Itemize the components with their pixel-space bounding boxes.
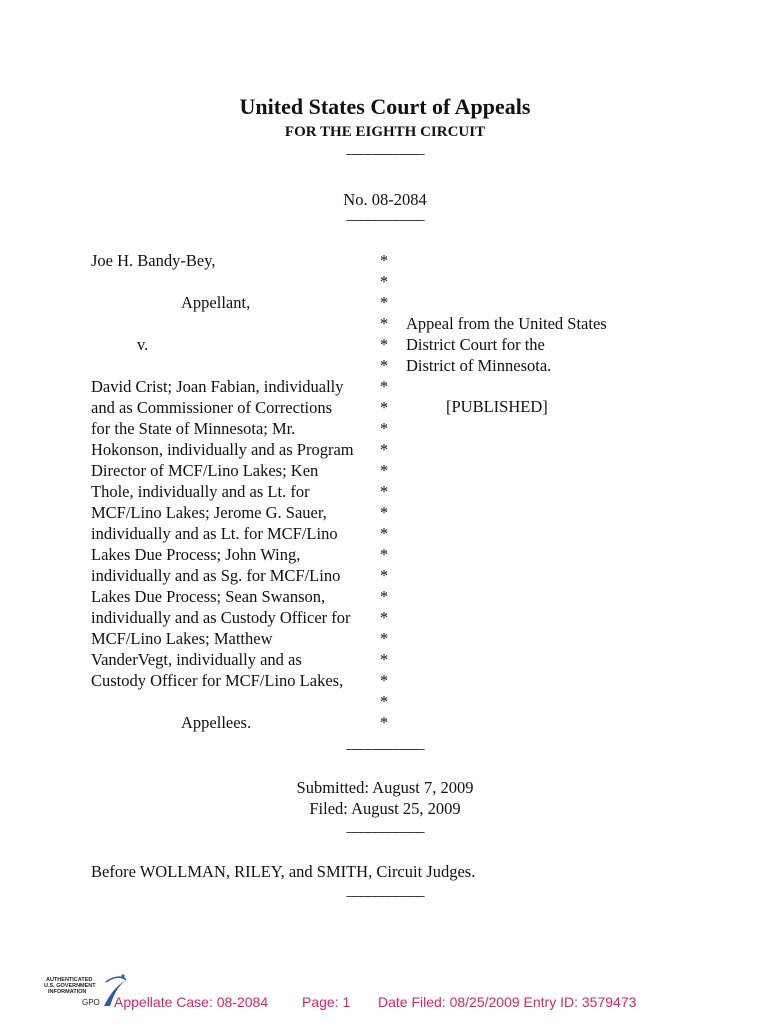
caption-party-line: Thole, individually and as Lt. for bbox=[91, 482, 310, 501]
caption-star: * bbox=[379, 398, 389, 417]
caption-star: * bbox=[379, 314, 389, 333]
divider-rule: ___________ bbox=[346, 206, 424, 223]
published-label: [PUBLISHED] bbox=[446, 397, 548, 416]
caption-party-line bbox=[91, 313, 391, 334]
caption-star: * bbox=[379, 692, 389, 711]
filed-date: Filed: August 25, 2009 bbox=[309, 799, 461, 818]
caption-party-line: MCF/Lino Lakes; Matthew bbox=[91, 629, 273, 648]
caption-party-line: and as Commissioner of Corrections bbox=[91, 398, 333, 417]
caption-party-line: individually and as Sg. for MCF/Lino bbox=[91, 566, 341, 585]
appeal-origin bbox=[406, 313, 607, 376]
panel-judges: Before WOLLMAN, RILEY, and SMITH, Circuit Judges. bbox=[91, 862, 476, 881]
caption-party-line: Joe H. Bandy-Bey, bbox=[91, 251, 216, 270]
caption-party-line: individually and as Custody Officer for bbox=[91, 608, 351, 627]
submitted-date: Submitted: August 7, 2009 bbox=[296, 778, 474, 797]
svg-text:GPO: GPO bbox=[82, 998, 100, 1007]
caption-party-line bbox=[91, 691, 391, 712]
circuit-name: FOR THE EIGHTH CIRCUIT bbox=[284, 124, 486, 140]
appeal-origin-line: Appeal from the United States bbox=[406, 314, 607, 333]
caption-star: * bbox=[379, 356, 389, 375]
caption-party-line: Appellant, bbox=[181, 293, 251, 312]
case-caption-parties bbox=[91, 250, 391, 733]
caption-party-line: Lakes Due Process; John Wing, bbox=[91, 545, 301, 564]
caption-star: * bbox=[379, 545, 389, 564]
caption-star: * bbox=[379, 713, 389, 732]
caption-star: * bbox=[379, 629, 389, 648]
caption-party-line: Appellees. bbox=[181, 713, 252, 732]
caption-party-line: v. bbox=[137, 335, 149, 354]
divider-rule: ___________ bbox=[346, 818, 424, 835]
caption-star: * bbox=[379, 503, 389, 522]
caption-star: * bbox=[379, 566, 389, 585]
caption-party-line bbox=[91, 271, 391, 292]
divider-rule: ___________ bbox=[346, 140, 424, 157]
caption-party-line: individually and as Lt. for MCF/Lino bbox=[91, 524, 338, 543]
caption-star: * bbox=[379, 335, 389, 354]
caption-party-line: David Crist; Joan Fabian, individually bbox=[91, 377, 344, 396]
caption-star: * bbox=[379, 587, 389, 606]
caption-star: * bbox=[379, 251, 389, 270]
caption-star: * bbox=[379, 272, 389, 291]
appeal-origin-line: District of Minnesota. bbox=[406, 356, 552, 375]
caption-star-column bbox=[377, 250, 391, 733]
court-title: United States Court of Appeals bbox=[239, 94, 531, 119]
caption-star: * bbox=[379, 608, 389, 627]
caption-star: * bbox=[379, 482, 389, 501]
divider-rule: ___________ bbox=[346, 882, 424, 899]
caption-party-line: Director of MCF/Lino Lakes; Ken bbox=[91, 461, 319, 480]
caption-party-line: MCF/Lino Lakes; Jerome G. Sauer, bbox=[91, 503, 327, 522]
caption-party-line: Lakes Due Process; Sean Swanson, bbox=[91, 587, 326, 606]
caption-party-line: VanderVegt, individually and as bbox=[91, 650, 302, 669]
svg-text:U.S. GOVERNMENT: U.S. GOVERNMENT bbox=[44, 983, 96, 989]
caption-star: * bbox=[379, 377, 389, 396]
appeal-origin-line: District Court for the bbox=[406, 335, 545, 354]
caption-star: * bbox=[379, 671, 389, 690]
caption-star: * bbox=[379, 650, 389, 669]
caption-star: * bbox=[379, 524, 389, 543]
caption-star: * bbox=[379, 461, 389, 480]
footer-page-number: Page: 1 bbox=[302, 994, 351, 1010]
caption-party-line: Custody Officer for MCF/Lino Lakes, bbox=[91, 671, 344, 690]
caption-party-line: for the State of Minnesota; Mr. bbox=[91, 419, 296, 438]
caption-star: * bbox=[379, 293, 389, 312]
case-number: No. 08-2084 bbox=[343, 190, 427, 209]
svg-text:INFORMATION: INFORMATION bbox=[48, 989, 87, 995]
footer-appellate-case: Appellate Case: 08-2084 bbox=[114, 994, 269, 1010]
svg-text:AUTHENTICATED: AUTHENTICATED bbox=[46, 977, 93, 983]
caption-party-line: Hokonson, individually and as Program bbox=[91, 440, 354, 459]
divider-rule: ___________ bbox=[346, 735, 424, 752]
caption-party-line bbox=[91, 355, 391, 376]
caption-star: * bbox=[379, 419, 389, 438]
caption-star: * bbox=[379, 440, 389, 459]
footer-date-filed: Date Filed: 08/25/2009 Entry ID: 3579473 bbox=[378, 994, 637, 1010]
